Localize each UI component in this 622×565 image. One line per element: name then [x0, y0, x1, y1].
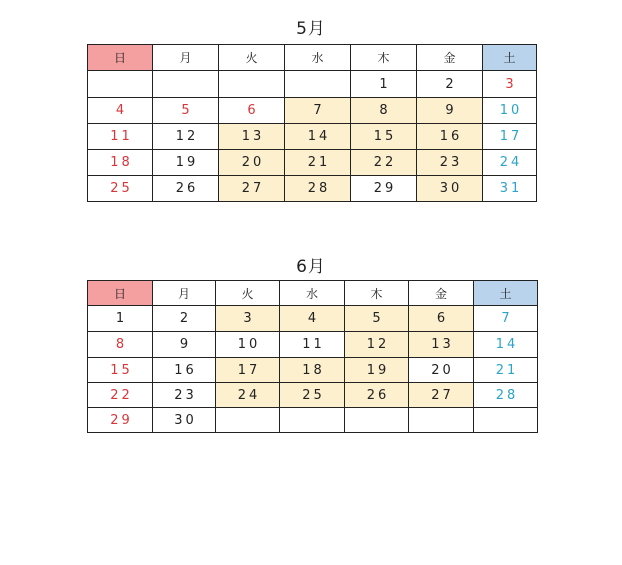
empty-cell: [88, 71, 153, 98]
date-cell: 9: [153, 332, 216, 358]
date-cell: 18: [280, 358, 345, 383]
may-title: 5月: [296, 19, 326, 39]
date-cell: 29: [351, 176, 417, 202]
date-cell: 10: [483, 98, 537, 124]
date-cell: 24: [216, 383, 280, 408]
date-cell: 26: [345, 383, 409, 408]
weekday-header-mon: 月: [153, 281, 216, 306]
date-cell: 19: [345, 358, 409, 383]
empty-cell: [409, 408, 474, 433]
date-cell: 30: [153, 408, 216, 433]
date-cell: 7: [474, 306, 538, 332]
weekday-header-sat: 土: [483, 45, 537, 71]
date-cell: 4: [88, 98, 153, 124]
date-cell: 27: [219, 176, 285, 202]
date-cell: 6: [219, 98, 285, 124]
week-row: [88, 71, 537, 98]
date-cell: 7: [285, 98, 351, 124]
weekday-header-thu: 木: [351, 45, 417, 71]
weekday-header-sun: 日: [88, 45, 153, 71]
date-cell: 28: [474, 383, 538, 408]
weekday-header-row: [88, 281, 538, 306]
empty-cell: [153, 71, 219, 98]
empty-cell: [345, 408, 409, 433]
date-cell: 31: [483, 176, 537, 202]
date-cell: 12: [153, 124, 219, 150]
week-row: [88, 124, 537, 150]
date-cell: 20: [409, 358, 474, 383]
weekday-header-tue: 火: [219, 45, 285, 71]
date-cell: 20: [219, 150, 285, 176]
date-cell: 30: [417, 176, 483, 202]
may-calendar: [87, 44, 537, 202]
empty-cell: [280, 408, 345, 433]
date-cell: 19: [153, 150, 219, 176]
date-cell: 27: [409, 383, 474, 408]
date-cell: 18: [88, 150, 153, 176]
weekday-header-thu: 木: [345, 281, 409, 306]
weekday-header-tue: 火: [216, 281, 280, 306]
empty-cell: [219, 71, 285, 98]
date-cell: 24: [483, 150, 537, 176]
empty-cell: [474, 408, 538, 433]
date-cell: 17: [216, 358, 280, 383]
weekday-header-fri: 金: [409, 281, 474, 306]
date-cell: 22: [351, 150, 417, 176]
week-row: [88, 358, 538, 383]
date-cell: 8: [88, 332, 153, 358]
week-row: [88, 176, 537, 202]
date-cell: 23: [417, 150, 483, 176]
june-calendar: [87, 280, 538, 433]
date-cell: 28: [285, 176, 351, 202]
week-row: [88, 98, 537, 124]
week-row: [88, 150, 537, 176]
weekday-header-wed: 水: [280, 281, 345, 306]
date-cell: 2: [417, 71, 483, 98]
date-cell: 15: [88, 358, 153, 383]
date-cell: 3: [216, 306, 280, 332]
weekday-header-sat: 土: [474, 281, 538, 306]
date-cell: 5: [345, 306, 409, 332]
week-row: [88, 332, 538, 358]
date-cell: 16: [153, 358, 216, 383]
empty-cell: [216, 408, 280, 433]
date-cell: 11: [88, 124, 153, 150]
weekday-header-sun: 日: [88, 281, 153, 306]
date-cell: 21: [474, 358, 538, 383]
date-cell: 8: [351, 98, 417, 124]
week-row: [88, 383, 538, 408]
date-cell: 1: [351, 71, 417, 98]
date-cell: 17: [483, 124, 537, 150]
date-cell: 11: [280, 332, 345, 358]
week-row: [88, 306, 538, 332]
date-cell: 14: [285, 124, 351, 150]
date-cell: 9: [417, 98, 483, 124]
date-cell: 6: [409, 306, 474, 332]
weekday-header-wed: 水: [285, 45, 351, 71]
date-cell: 16: [417, 124, 483, 150]
weekday-header-fri: 金: [417, 45, 483, 71]
june-title: 6月: [296, 257, 326, 277]
date-cell: 10: [216, 332, 280, 358]
date-cell: 15: [351, 124, 417, 150]
date-cell: 13: [409, 332, 474, 358]
week-row: [88, 408, 538, 433]
weekday-header-row: [88, 45, 537, 71]
date-cell: 29: [88, 408, 153, 433]
date-cell: 14: [474, 332, 538, 358]
date-cell: 21: [285, 150, 351, 176]
weekday-header-mon: 月: [153, 45, 219, 71]
date-cell: 25: [88, 176, 153, 202]
date-cell: 23: [153, 383, 216, 408]
date-cell: 26: [153, 176, 219, 202]
date-cell: 13: [219, 124, 285, 150]
date-cell: 1: [88, 306, 153, 332]
date-cell: 3: [483, 71, 537, 98]
date-cell: 22: [88, 383, 153, 408]
date-cell: 25: [280, 383, 345, 408]
empty-cell: [285, 71, 351, 98]
date-cell: 4: [280, 306, 345, 332]
date-cell: 12: [345, 332, 409, 358]
date-cell: 5: [153, 98, 219, 124]
date-cell: 2: [153, 306, 216, 332]
